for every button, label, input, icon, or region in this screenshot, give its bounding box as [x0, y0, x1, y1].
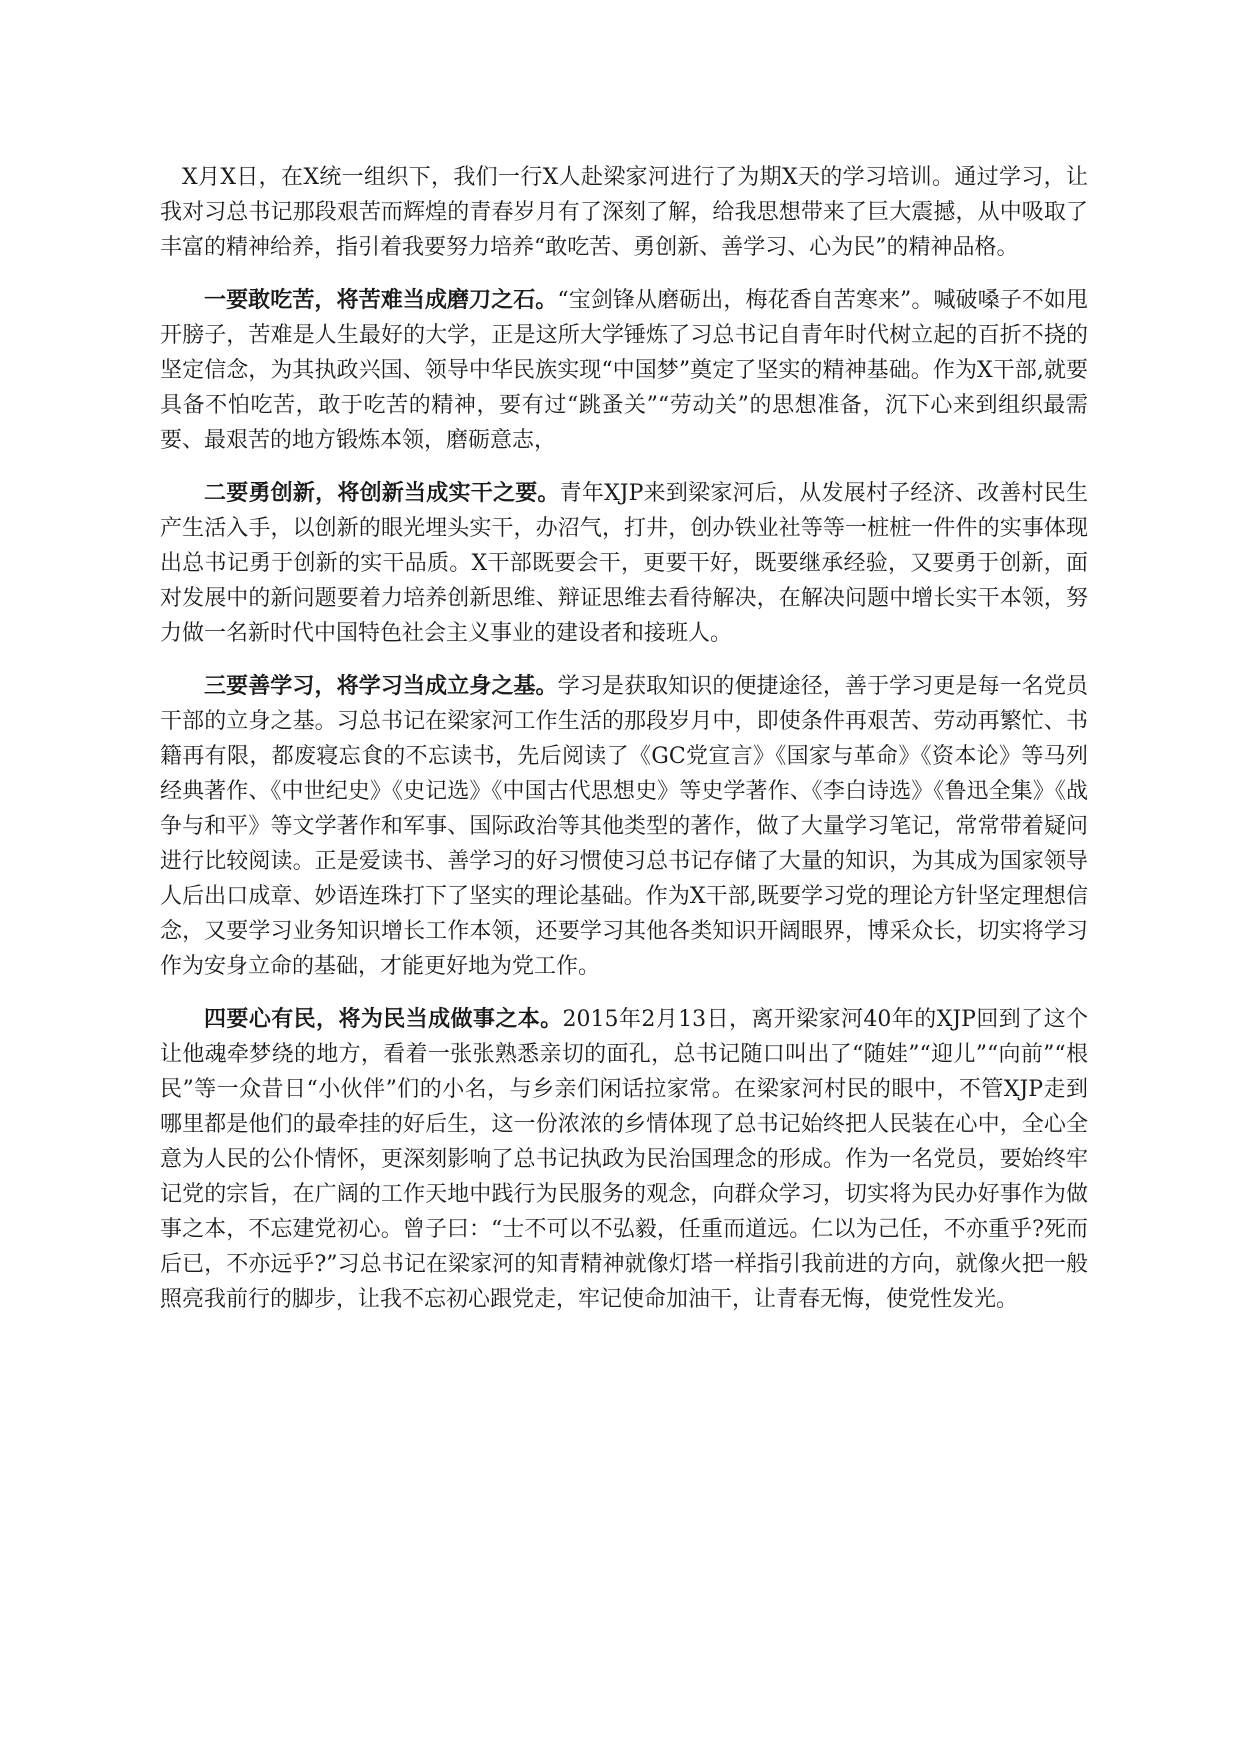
section-paragraph-1	[160, 283, 1088, 458]
section-paragraph-2	[160, 476, 1088, 651]
section-heading-2: 二要勇创新，将创新当成实干之要。	[204, 480, 560, 506]
section-body-4: 2015年2月13日，离开梁家河40年的XJP回到了这个让他魂牵梦绕的地方，看着一张张熟悉亲切的面孔，总书记随口叫出了“随娃”“迎儿”“向前”“根民”等一众昔日“小伙伴”们的小名，与乡亲们闲话拉家常。在梁家河村民的眼中，不管XJP走到哪里都是他们的最牵挂的好后生，这一份浓浓的乡情体现了总书记始终把人民装在心中，全心全意为人民的公仆情怀，更深刻影响了总书记执政为民治国理念的形成。作为一名党员，要始终牢记党的宗旨，在广阔的工作天地中践行为民服务的观念，向群众学习，切实将为民办好事作为做事之本，不忘建党初心。曾子曰：“士不可以不弘毅，任重而道远。仁以为己任，不亦重乎?死而后已，不亦远乎?”习总书记在梁家河的知青精神就像灯塔一样指引我前进的方向，就像火把一般照亮我前行的脚步，让我不忘初心跟党走，牢记使命加油干，让青春无悔，使党性发光。	[160, 1007, 1088, 1312]
intro-paragraph	[160, 160, 1088, 265]
document-body	[160, 160, 1088, 1335]
intro-text: X月X日，在X统一组织下，我们一行X人赴梁家河进行了为期X天的学习培训。通过学习，让我对习总书记那段艰苦而辉煌的青春岁月有了深刻了解，给我思想带来了巨大震撼，从中吸取了丰富的精神给养，指引着我要努力培养“敢吃苦、勇创新、善学习、心为民”的精神品格。	[160, 165, 1088, 260]
section-heading-1: 一要敢吃苦，将苦难当成磨刀之石。	[204, 287, 558, 313]
section-paragraph-4	[160, 1002, 1088, 1317]
section-heading-4: 四要心有民，将为民当成做事之本。	[204, 1006, 563, 1032]
section-heading-3: 三要善学习，将学习当成立身之基。	[204, 673, 558, 699]
section-body-3: 学习是获取知识的便捷途径，善于学习更是每一名党员干部的立身之基。习总书记在梁家河工作生活的那段岁月中，即使条件再艰苦、劳动再繁忙、书籍再有限，都废寝忘食的不忘读书，先后阅读了《GC党宣言》《国家与革命》《资本论》等马列经典著作、《中世纪史》《史记选》《中国古代思想史》等史学著作、《李白诗选》《鲁迅全集》《战争与和平》等文学著作和军事、国际政治等其他类型的著作，做了大量学习笔记，常常带着疑问进行比较阅读。正是爱读书、善学习的好习惯使习总书记存储了大量的知识，为其成为国家领导人后出口成章、妙语连珠打下了坚实的理论基础。作为X干部,既要学习党的理论方针坚定理想信念，又要学习业务知识增长工作本领，还要学习其他各类知识开阔眼界，博采众长，切实将学习作为安身立命的基础，才能更好地为党工作。	[160, 674, 1088, 979]
section-body-2: 青年XJP来到梁家河后，从发展村子经济、改善村民生产生活入手，以创新的眼光埋头实干，办沼气，打井，创办铁业社等等一桩桩一件件的实事体现出总书记勇于创新的实干品质。X干部既要会干，更要干好，既要继承经验，又要勇于创新，面对发展中的新问题要着力培养创新思维、辩证思维去看待解决，在解决问题中增长实干本领，努力做一名新时代中国特色社会主义事业的建设者和接班人。	[160, 481, 1088, 646]
section-paragraph-3	[160, 669, 1088, 984]
section-body-1: “宝剑锋从磨砺出，梅花香自苦寒来”。喊破嗓子不如甩开膀子，苦难是人生最好的大学，正是这所大学锤炼了习总书记自青年时代树立起的百折不挠的坚定信念，为其执政兴国、领导中华民族实现“中国梦”奠定了坚实的精神基础。作为X干部,就要具备不怕吃苦，敢于吃苦的精神，要有过“跳蚤关”“劳动关”的思想准备，沉下心来到组织最需要、最艰苦的地方锻炼本领，磨砺意志，	[160, 288, 1088, 453]
